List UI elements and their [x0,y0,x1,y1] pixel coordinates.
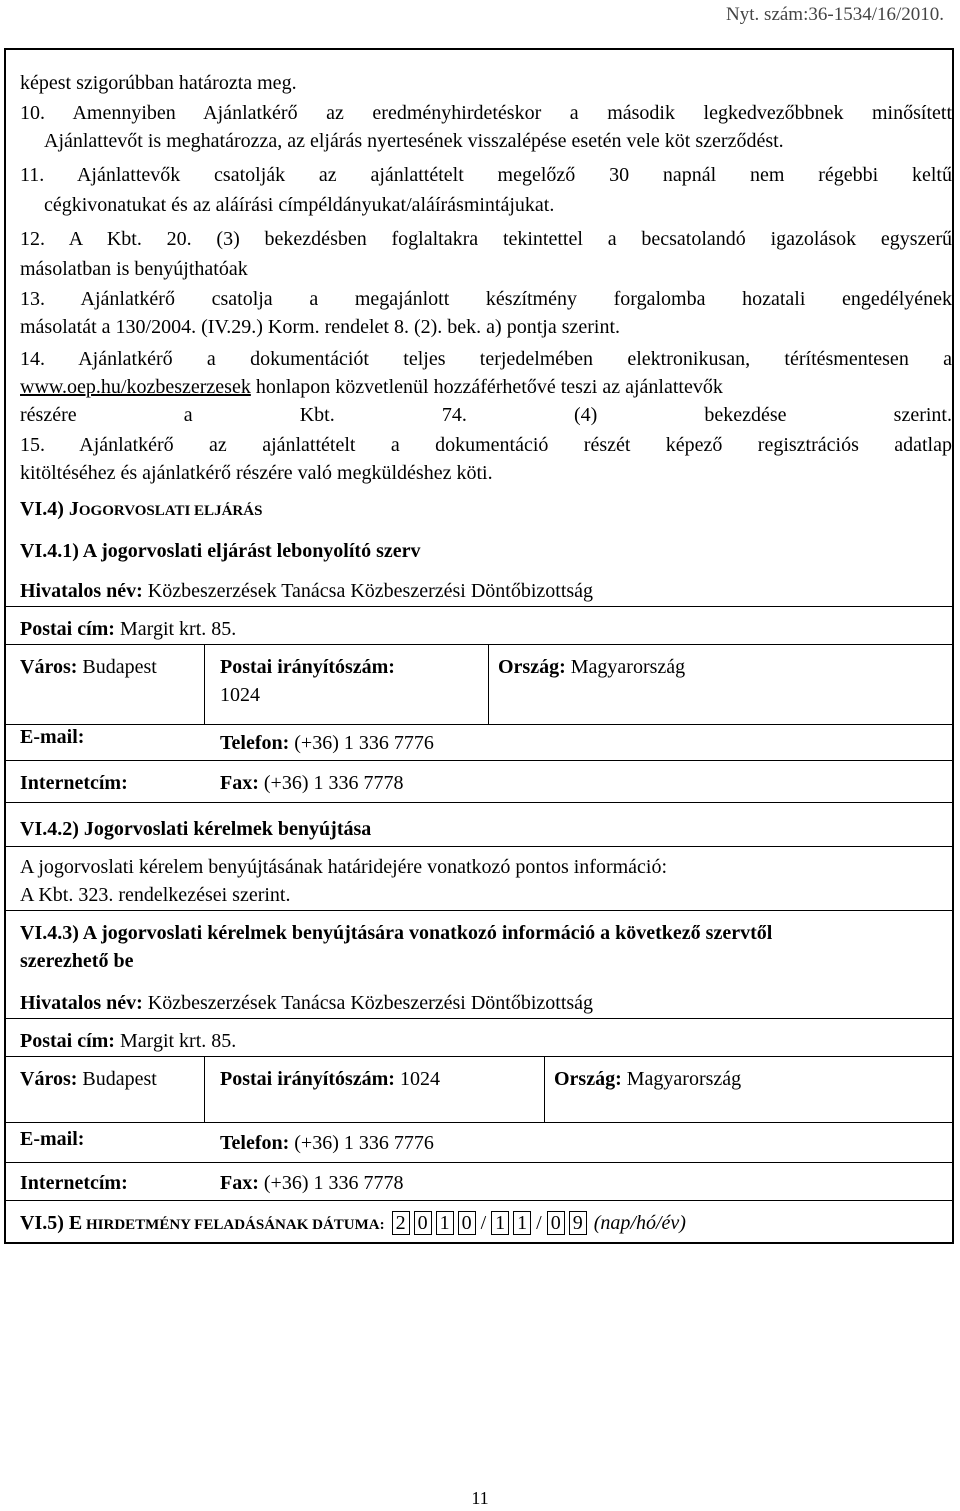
date-format-hint: (nap/hó/év) [593,1212,686,1234]
org1-country-label: Ország: [498,656,566,678]
divider [6,1162,952,1163]
divider [6,1122,952,1123]
org2-fax-label: Fax: [220,1172,259,1194]
org2-phone: (+36) 1 336 7776 [289,1132,434,1154]
org1-address-row [20,616,236,642]
divider [544,1056,545,1122]
divider [488,644,489,724]
section-vi42-title: VI.4.2) Jogorvoslati kérelmek benyújtása [20,818,372,840]
org1-city-cell [20,654,157,680]
org1-phone: (+36) 1 336 7776 [289,732,434,754]
item-14: 14. Ajánlatkérő a dokumentációt teljes terjedelmében elektronikusan, térítésmentesen a [20,348,952,370]
org1-zip: 1024 [220,684,260,706]
org1-city: Budapest [77,656,157,678]
oep-link[interactable]: www.oep.hu/kozbeszerzesek [20,376,251,398]
section-vi4-rest: OGORVOSLATI ELJÁRÁS [78,503,263,519]
divider [6,760,952,761]
divider [6,1018,952,1019]
divider [6,1200,952,1201]
org1-country-cell [498,654,685,680]
org1-phone-label: Telefon: [220,732,290,754]
text-line: részére a Kbt. 74. (4) bekezdése szerint. [20,404,952,426]
org2-fax: (+36) 1 336 7778 [258,1172,404,1194]
date-separator: / [536,1212,542,1234]
divider [6,802,952,803]
org1-fax: (+36) 1 336 7778 [258,772,404,794]
text-line: kitöltéséhez és ajánlatkérő részére való megküldéshez köti. [20,462,493,484]
org1-name-row [20,578,593,604]
org2-name-row [20,990,593,1016]
text-fragment: honlapon közvetlenül hozzáférhetővé teszi az ajánlattevők [250,376,723,398]
text-line [20,374,723,400]
date-digit: 0 [458,1211,476,1235]
document-reference: Nyt. szám:36-1534/16/2010. [726,4,944,25]
section-vi4-prefix: VI.4) J [20,498,79,520]
section-vi5-row [20,1210,686,1238]
org1-name: Közbeszerzések Tanácsa Közbeszerzési Döntőbizottság [142,580,594,602]
date-digit: 0 [547,1211,565,1235]
org1-email-label: E-mail: [20,726,85,748]
org2-zip: 1024 [394,1068,440,1090]
section-vi43-title-cont: szerezhető be [20,950,134,972]
section-vi5-prefix: VI.5) E [20,1212,83,1234]
org1-fax-cell [220,770,404,796]
divider [6,910,952,911]
org2-zip-label: Postai irányítószám: [220,1068,395,1090]
org1-address: Margit krt. 85. [114,618,237,640]
org2-country: Magyarország [621,1068,742,1090]
org2-fax-cell [220,1170,404,1196]
org1-country: Magyarország [565,656,686,678]
item-11: 11. Ajánlattevők csatolják az ajánlattételt megelőző 30 napnál nem régebbi keltű [20,164,952,186]
org2-email-label: E-mail: [20,1128,85,1150]
section-vi4-title [20,496,262,524]
org1-zip-label: Postai irányítószám: [220,656,395,678]
text-line: képest szigorúbban határozta meg. [20,72,297,94]
org2-address: Margit krt. 85. [114,1030,237,1052]
text-line: A jogorvoslati kérelem benyújtásának határidejére vonatkozó pontos információ: [20,856,668,878]
org1-name-label: Hivatalos név: [20,580,143,602]
divider [6,644,952,645]
date-digit: 1 [513,1211,531,1235]
date-digit: 1 [436,1211,454,1235]
divider [6,724,952,725]
item-10: 10. Amennyiben Ajánlatkérő az eredményhirdetéskor a második legkedvezőbbnek minősített [20,102,952,124]
org2-country-cell [554,1066,741,1092]
org2-city-cell [20,1066,157,1092]
item-15: 15. Ajánlatkérő az ajánlattételt a dokumentáció részét képező regisztrációs adatlap [20,434,952,456]
org1-web-label: Internetcím: [20,772,128,794]
divider [204,1056,205,1122]
text-line: cégkivonatukat és az aláírási címpéldányukat/aláírásmintájukat. [44,194,555,216]
org2-country-label: Ország: [554,1068,622,1090]
date-digit: 0 [414,1211,432,1235]
org2-phone-label: Telefon: [220,1132,290,1154]
org2-name-label: Hivatalos név: [20,992,143,1014]
page-number: 11 [471,1488,489,1508]
divider [6,606,952,607]
org1-fax-label: Fax: [220,772,259,794]
org1-city-label: Város: [20,656,78,678]
divider [204,644,205,724]
org2-zip-cell [220,1066,440,1092]
item-13: 13. Ajánlatkérő csatolja a megajánlott készítmény forgalomba hozatali engedélyének [20,288,952,310]
org1-address-label: Postai cím: [20,618,115,640]
org2-address-label: Postai cím: [20,1030,115,1052]
org2-name: Közbeszerzések Tanácsa Közbeszerzési Döntőbizottság [142,992,594,1014]
org2-city: Budapest [77,1068,157,1090]
divider [6,1056,952,1057]
divider [6,846,952,847]
org2-address-row [20,1028,236,1054]
item-12: 12. A Kbt. 20. (3) bekezdésben foglaltakra tekintettel a becsatolandó igazolások egyszerű [20,228,952,250]
date-digit: 9 [569,1211,587,1235]
text-line: Ajánlattevőt is meghatározza, az eljárás nyertesének visszalépése esetén vele köt szerződést. [44,130,784,152]
org1-phone-cell [220,730,434,756]
date-separator: / [480,1212,487,1234]
content-frame [4,48,954,1244]
org2-city-label: Város: [20,1068,78,1090]
text-line: A Kbt. 323. rendelkezései szerint. [20,884,291,906]
org2-phone-cell [220,1130,434,1156]
text-line: másolatát a 130/2004. (IV.29.) Korm. rendelet 8. (2). bek. a) pontja szerint. [20,316,621,338]
org2-web-label: Internetcím: [20,1172,128,1194]
date-digit: 2 [392,1211,410,1235]
text-line: másolatban is benyújthatóak [20,258,248,280]
section-vi5-label: HIRDETMÉNY FELADÁSÁNAK DÁTUMA: [82,1217,385,1233]
section-vi41-title: VI.4.1) A jogorvoslati eljárást lebonyolító szerv [20,540,421,562]
date-digit: 1 [491,1211,509,1235]
section-vi43-title: VI.4.3) A jogorvoslati kérelmek benyújtására vonatkozó információ a következő szervtől [20,922,773,944]
